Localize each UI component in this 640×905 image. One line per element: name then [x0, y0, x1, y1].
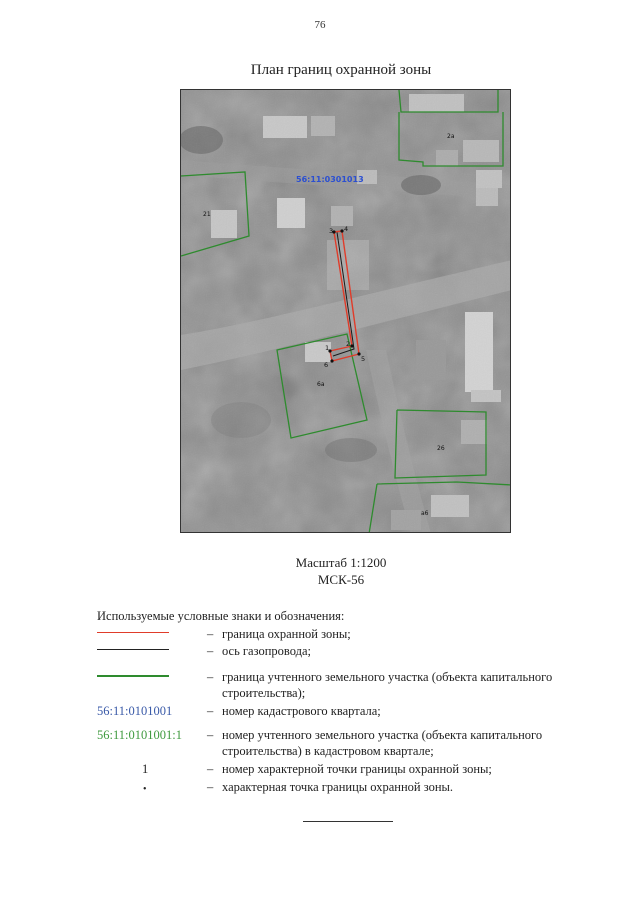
- legend-text: номер учтенного земельного участка (объекта капитального строительства) в кадастровом квартале;: [222, 728, 543, 758]
- legend-dash: –: [207, 728, 214, 742]
- legend-text: граница охранной зоны;: [222, 627, 351, 641]
- quarter-number-label: 56:11:0301013: [296, 175, 364, 184]
- legend-text: характерная точка границы охранной зоны.: [222, 780, 454, 794]
- cadastral-map: [180, 89, 511, 533]
- point-label: 6: [324, 361, 329, 369]
- page-title: План границ охранной зоны: [250, 62, 432, 78]
- legend-text: номер характерной точки границы охранной зоны;: [222, 762, 492, 776]
- zone-point: [350, 344, 353, 347]
- green-line-symbol: [97, 675, 169, 677]
- legend-text: номер кадастрового квартала;: [222, 704, 381, 718]
- coordinate-system: МСК-56: [317, 572, 365, 587]
- point-label: 4: [344, 225, 349, 233]
- bottom-rule: [303, 821, 393, 822]
- black-line-symbol: [97, 649, 169, 650]
- legend-symbol: [97, 626, 197, 642]
- map-svg: [181, 90, 511, 533]
- parcel-label: 26: [437, 445, 445, 452]
- legend-point-marker: •: [143, 784, 147, 795]
- parcel-label: 21: [203, 211, 211, 218]
- legend-symbol: [97, 669, 197, 685]
- legend-symbol: [97, 643, 197, 659]
- legend-quarter-code: 56:11:0101001: [97, 704, 173, 718]
- legend-dash: –: [207, 762, 214, 776]
- point-label: 1: [325, 344, 330, 352]
- point-label: 3: [329, 227, 334, 235]
- legend-text: граница учтенного земельного участка (объекта капитального строительства);: [222, 670, 553, 700]
- parcel-label: 2а: [447, 133, 455, 140]
- point-label: 5: [361, 355, 366, 363]
- point-label: 2: [346, 340, 351, 348]
- parcel-label: 6а: [317, 381, 325, 388]
- map-scale: Масштаб 1:1200: [295, 555, 387, 570]
- legend-parcel-code: 56:11:0101001:1: [97, 728, 182, 742]
- legend-dash: –: [207, 627, 214, 641]
- legend-point-number: 1: [142, 762, 149, 776]
- legend-text: ось газопровода;: [222, 644, 312, 658]
- zone-point: [330, 359, 333, 362]
- page-number: 76: [314, 19, 326, 31]
- legend-title: Используемые условные знаки и обозначения:: [97, 609, 345, 623]
- red-line-symbol: [97, 632, 169, 633]
- legend-dash: –: [207, 670, 214, 684]
- parcel-label: а6: [421, 510, 429, 517]
- legend-dash: –: [207, 780, 214, 794]
- legend-dash: –: [207, 644, 214, 658]
- legend-dash: –: [207, 704, 214, 718]
